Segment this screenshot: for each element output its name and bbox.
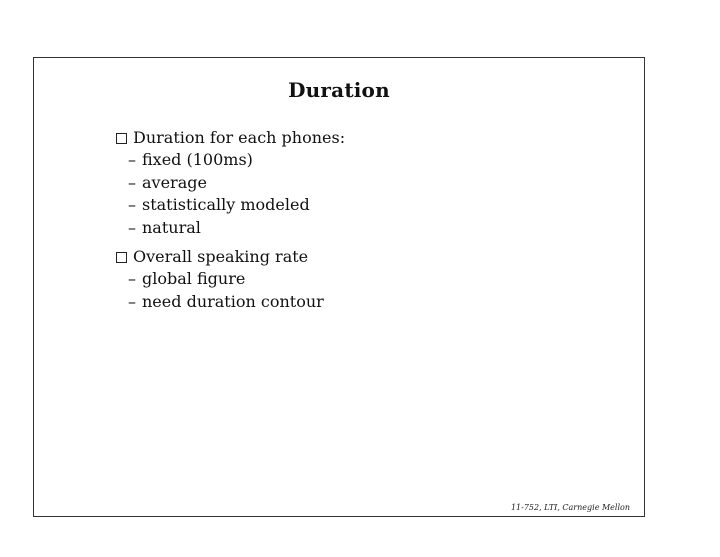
sub-list xyxy=(116,268,345,313)
sub-item-text: global figure xyxy=(142,269,246,288)
sub-item xyxy=(128,268,345,291)
sub-item-text: need duration contour xyxy=(142,291,324,311)
sub-item xyxy=(128,217,345,240)
bullet-text: Overall speaking rate xyxy=(133,247,309,266)
sub-list xyxy=(116,149,345,239)
square-bullet-icon xyxy=(116,133,127,144)
sub-item-text: natural xyxy=(142,217,201,237)
dash-icon: – xyxy=(128,217,136,237)
sub-item-text: statistically modeled xyxy=(142,195,310,214)
sub-item xyxy=(128,172,345,195)
slide-footer: 11-752, LTI, Carnegie Mellon xyxy=(510,503,630,512)
bullet-head xyxy=(116,126,345,149)
bullet-text: Duration for each phones: xyxy=(133,128,346,147)
dash-icon: – xyxy=(128,150,136,169)
sub-item xyxy=(128,149,345,172)
bullet-item xyxy=(116,245,345,313)
slide-frame xyxy=(33,57,645,517)
bullet-list xyxy=(116,126,345,319)
sub-item-text: average xyxy=(142,172,207,192)
bullet-head xyxy=(116,245,345,268)
square-bullet-icon xyxy=(116,252,127,263)
slide-title: Duration xyxy=(288,78,390,102)
dash-icon: – xyxy=(128,172,136,192)
sub-item xyxy=(128,291,345,314)
sub-item xyxy=(128,194,345,217)
dash-icon: – xyxy=(128,291,136,311)
dash-icon: – xyxy=(128,269,136,288)
bullet-item xyxy=(116,126,345,239)
dash-icon: – xyxy=(128,195,136,214)
sub-item-text: fixed (100ms) xyxy=(142,150,253,169)
